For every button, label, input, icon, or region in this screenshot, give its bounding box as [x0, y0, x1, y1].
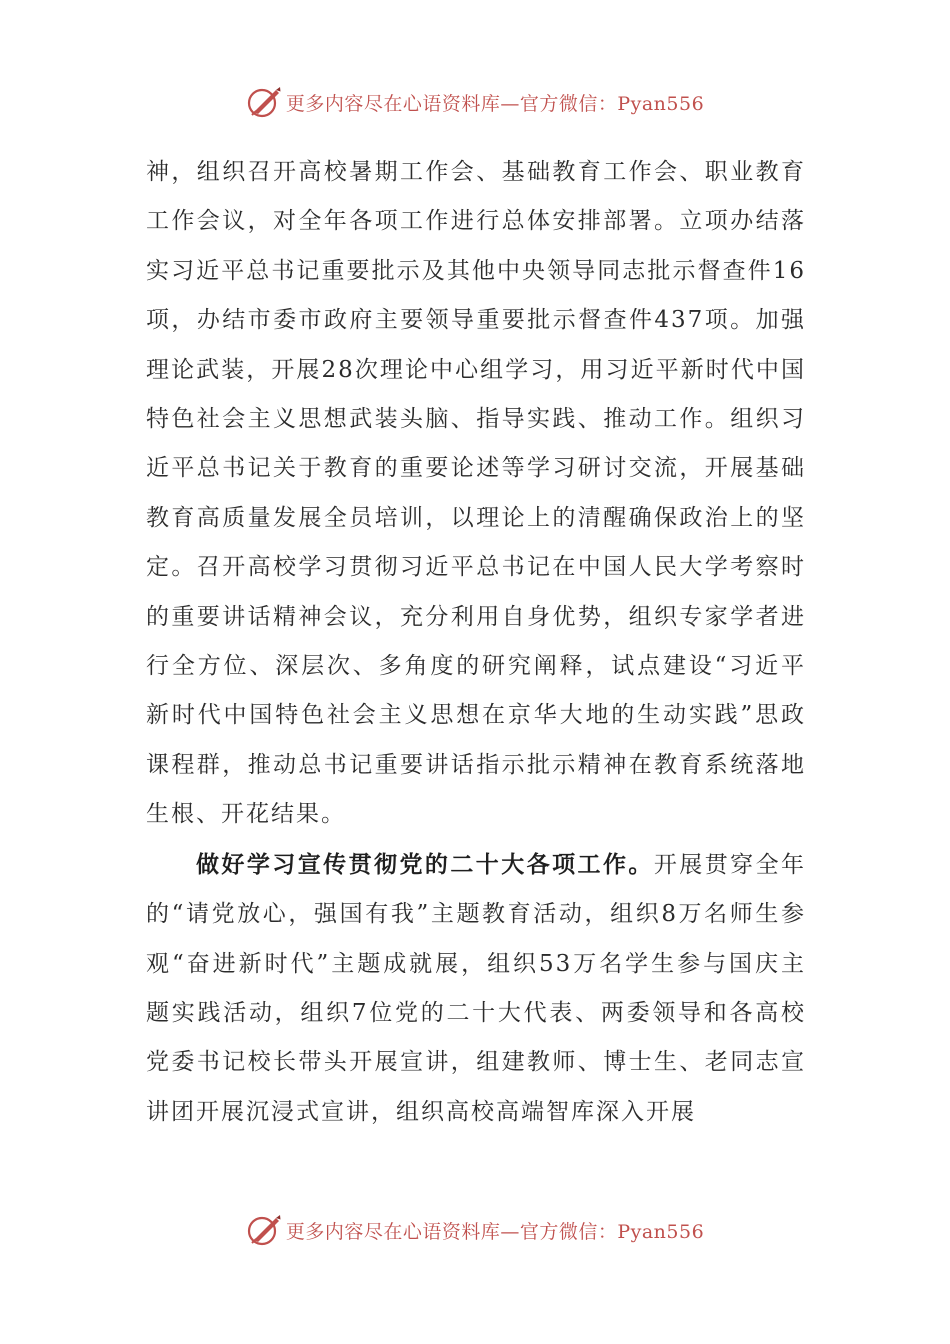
- quill-logo-icon: [246, 84, 282, 120]
- footer-banner: [0, 1210, 950, 1250]
- quill-logo-icon: [246, 1212, 282, 1248]
- footer-banner-text: 更多内容尽在心语资料库—官方微信：Pyan556: [285, 1220, 705, 1243]
- paragraph-1-text: 神，组织召开高校暑期工作会、基础教育工作会、职业教育工作会议，对全年各项工作进行总体安排部署。立项办结落实习近平总书记重要批示及其他中央领导同志批示督查件16项，办结市委市政府主要领导重要批示督查件437项。加强理论武装，开展28次理论中心组学习，用习近平新时代中国特色社会主义思想武装头脑、指导实践、推动工作。组织习近平总书记关于教育的重要论述等学习研讨交流，开展基础教育高质量发展全员培训，以理论上的清醒确保政治上的坚定。召开高校学习贯彻习近平总书记在中国人民大学考察时的重要讲话精神会议，充分利用自身优势，组织专家学者进行全方位、深层次、多角度的研究阐释，试点建设“习近平新时代中国特色社会主义思想在京华大地的生动实践”思政课程群，推动总书记重要讲话指示批示精神在教育系统落地生根、开花结果。: [146, 159, 806, 828]
- paragraph-2-heading: 做好学习宣传贯彻党的二十大各项工作。: [196, 850, 654, 878]
- header-banner: [0, 82, 950, 122]
- paragraph-2: [146, 840, 806, 1137]
- paragraph-1: [146, 148, 806, 840]
- header-banner-text: 更多内容尽在心语资料库—官方微信：Pyan556: [285, 92, 705, 115]
- document-body: [146, 148, 806, 1137]
- paragraph-2-text: 开展贯穿全年的“请党放心，强国有我”主题教育活动，组织8万名师生参观“奋进新时代”主题成就展，组织53万名学生参与国庆主题实践活动，组织7位党的二十大代表、两委领导和各高校党委书记校长带头开展宣讲，组建教师、博士生、老同志宣讲团开展沉浸式宣讲，组织高校高端智库深入开展: [146, 851, 807, 1125]
